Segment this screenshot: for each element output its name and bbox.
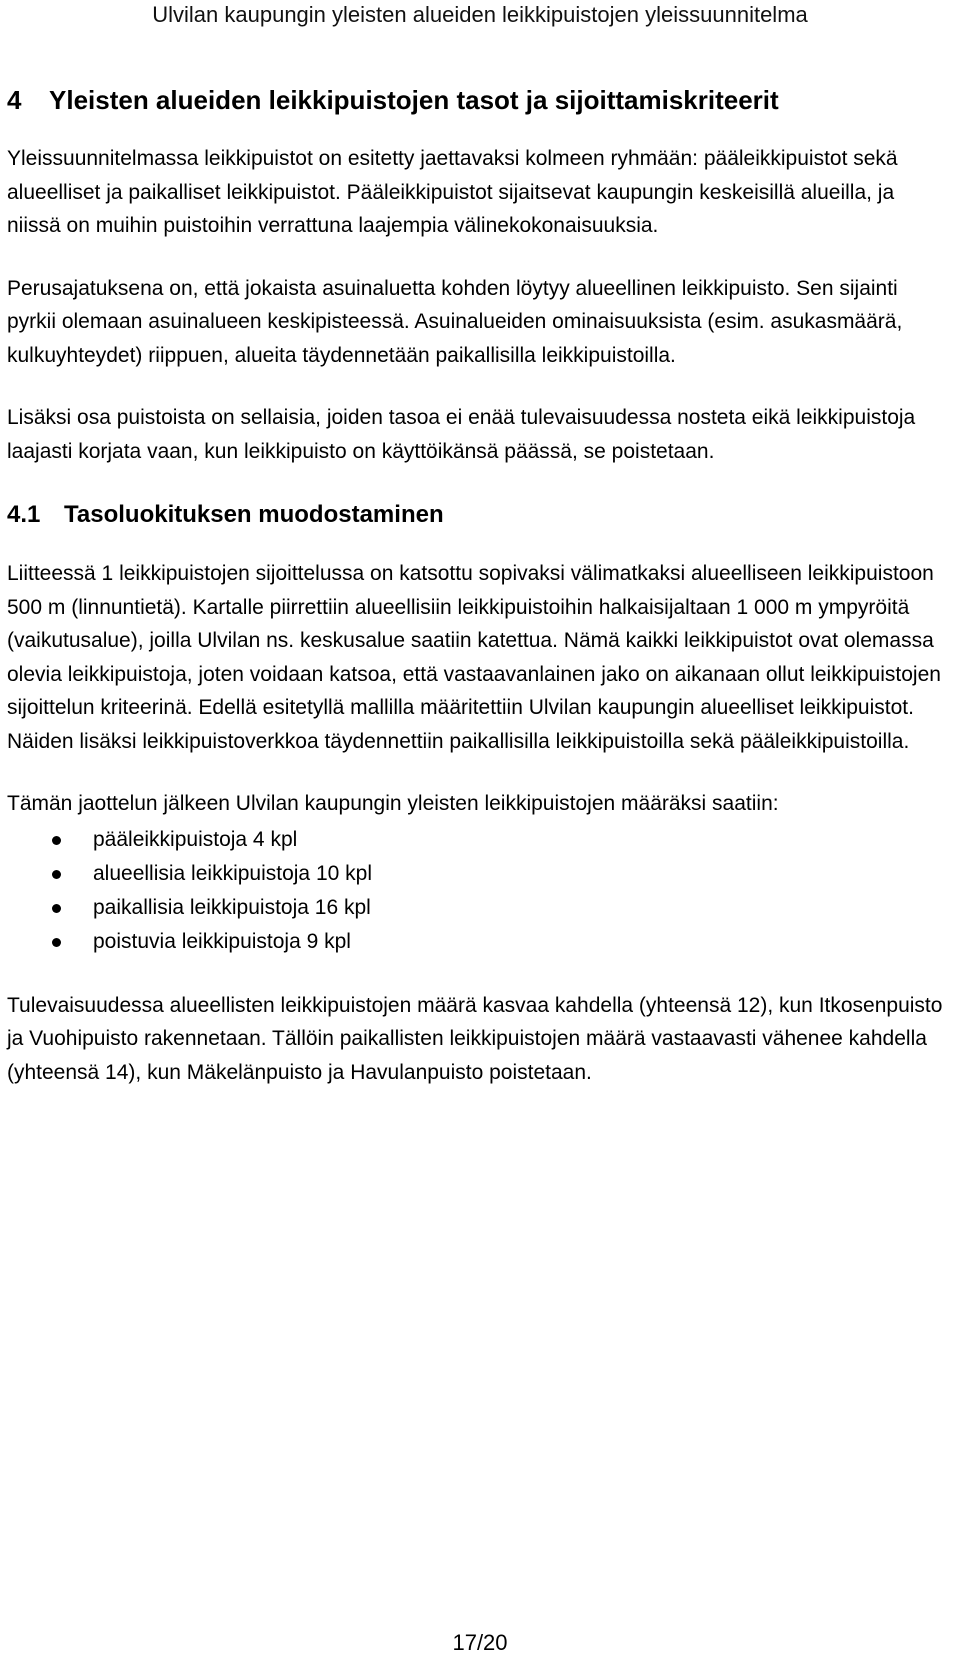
list-item: alueellisia leikkipuistoja 10 kpl (7, 857, 952, 891)
paragraph-groups: Yleissuunnitelmassa leikkipuistot on esitetty jaettavaksi kolmeen ryhmään: pääleikkipuistot sekä alueelliset ja paikalliset leikkipuistot. Pääleikkipuistot sijaitsevat kaupungin keskeisillä alueilla, ja niissä on muihin puistoihin verrattuna laajempia välinekokonaisuuksia. (7, 147, 898, 237)
section-4-1-number: 4.1 (7, 501, 41, 528)
paragraph-removal: Lisäksi osa puistoista on sellaisia, joiden tasoa ei enää tulevaisuudessa nosteta eikä leikkipuistoja laajasti korjata vaan, kun leikkipuisto on käyttöikänsä päässä, se poistetaan. (7, 406, 916, 463)
page-content (7, 80, 952, 1118)
paragraph-classification: Liitteessä 1 leikkipuistojen sijoittelussa on katsottu sopivaksi välimatkaksi alueelliseen leikkipuistoon 500 m (linnuntietä). Kartalle piirrettiin alueellisiin leikkipuistoihin halkaisijaltaan 1 000 m ympyröitä (vaikutusalue), joilla Ulvilan ns. keskusalue saatiin katettua. Nämä kaikki leikkipuistot ovat olemassa olevia leikkipuistoja, joten voidaan katsoa, että vastaavanlainen jako on aikanaan ollut leikkipuistojen sijoittelun kriteerinä. Edellä esitetyllä mallilla määritettiin Ulvilan kaupungin alueelliset leikkipuistot. Näiden lisäksi leikkipuistoverkkoa täydennettiin paikallisilla leikkipuistoilla sekä pääleikkipuistoilla. (7, 562, 941, 753)
section-4-heading (7, 80, 952, 120)
paragraph-basic-idea: Perusajatuksena on, että jokaista asuinaluetta kohden löytyy alueellinen leikkipuisto. Sen sijainti pyrkii olemaan asuinalueen keskipisteessä. Asuinalueiden ominaisuuksista (esim. asukasmäärä, kulkuyhteydet) riippuen, alueita täydennetään paikallisilla leikkipuistoilla. (7, 276, 903, 367)
paragraph-future: Tulevaisuudessa alueellisten leikkipuistojen määrä kasvaa kahdella (yhteensä 12), kun Itkosenpuisto ja Vuohipuisto rakennetaan. Tällöin paikallisten leikkipuistojen määrä vastaavasti vähenee kahdella (yhteensä 14), kun Mäkelänpuisto ja Havulanpuisto poistetaan. (7, 993, 943, 1084)
bullet-icon (52, 938, 61, 947)
list-item: poistuvia leikkipuistoja 9 kpl (7, 925, 952, 959)
list-item: paikallisia leikkipuistoja 16 kpl (7, 891, 952, 925)
section-4-1-heading (7, 497, 952, 533)
page-number: 17/20 (452, 1630, 508, 1655)
running-header: Ulvilan kaupungin yleisten alueiden leikkipuistojen yleissuunnitelma (152, 2, 808, 27)
list-item: pääleikkipuistoja 4 kpl (7, 823, 952, 857)
park-count-list (7, 823, 952, 959)
bullet-icon (52, 836, 61, 845)
section-4-1-title: Tasoluokituksen muodostaminen (64, 501, 444, 528)
bullet-icon (52, 870, 61, 879)
section-4-title: Yleisten alueiden leikkipuistojen tasot ja sijoittamiskriteerit (49, 85, 779, 115)
paragraph-result-intro: Tämän jaottelun jälkeen Ulvilan kaupungin yleisten leikkipuistojen määräksi saatiin: (7, 792, 779, 815)
section-4-number: 4 (7, 85, 22, 115)
bullet-icon (52, 904, 61, 913)
